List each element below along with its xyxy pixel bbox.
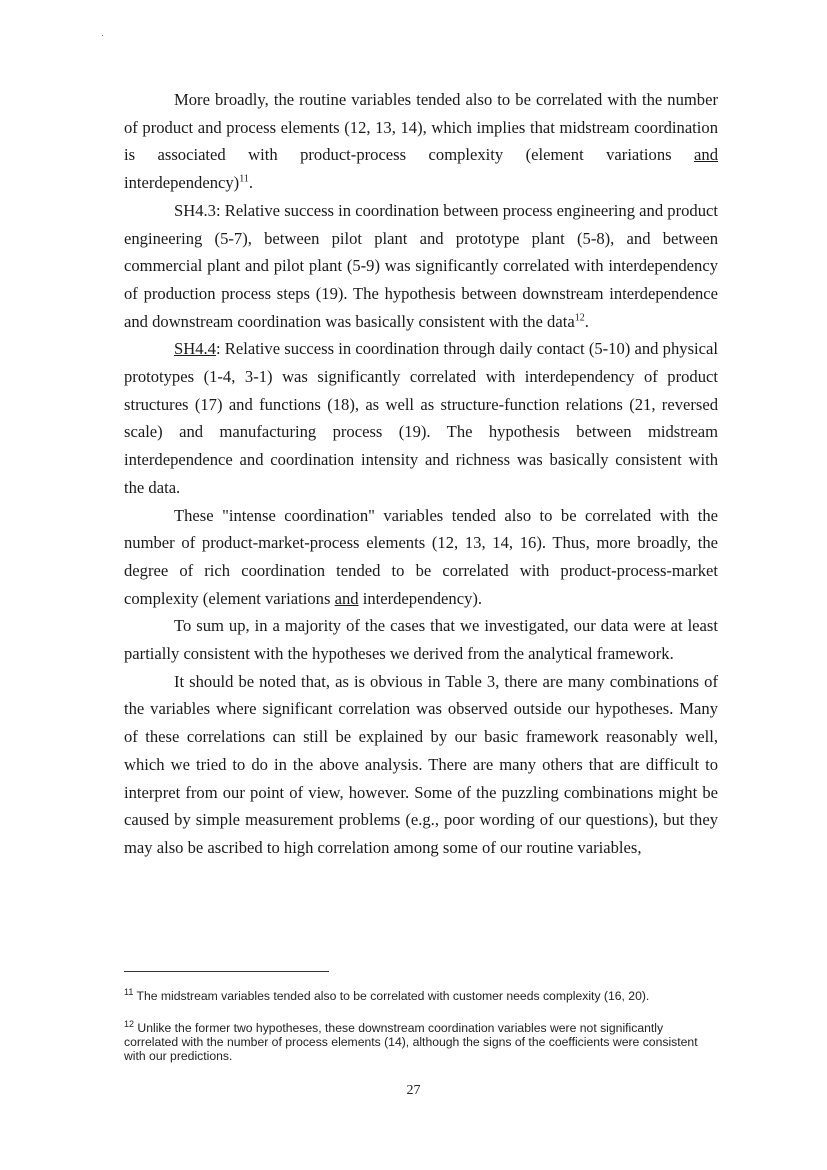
body-text — [124, 86, 718, 862]
paragraph-text: These "intense coordination" variables tended also to be correlated with the number of product-market-process elements (12, 13, 14, 16). Thus, more broadly, the degree of rich coordination tended to be correlated with product-process-market complexity (element variations — [124, 505, 718, 608]
footnote-separator — [124, 971, 329, 972]
paragraph-text: : Relative success in coordination through daily contact (5-10) and physical prototypes (1-4, 3-1) was significantly correlated with interdependency of product structures (17) and functions (18), as well as structure-function relations (21, reversed scale) and manufacturing process (19). The hypothesis between midstream interdependence and coordination intensity and richness was basically consistent with the data. — [124, 339, 718, 497]
paragraph-text: interdependency). — [358, 588, 483, 608]
paragraph-text: To sum up, in a majority of the cases that we investigated, our data were at least partially consistent with the hypotheses we derived from the analytical framework. — [124, 616, 718, 664]
paragraph-1 — [124, 86, 718, 197]
footnote-12 — [124, 1018, 718, 1063]
paragraph-sh4-4 — [124, 335, 718, 501]
footnote-text: Unlike the former two hypotheses, these downstream coordination variables were not significantly correlated with the number of process elements (14), although the signs of the coefficients were consistent with our predictions. — [124, 1021, 698, 1063]
footnote-ref-11: 11 — [239, 173, 249, 185]
paragraph-4 — [124, 502, 718, 613]
paragraph-sh4-3 — [124, 197, 718, 336]
footnote-text: The midstream variables tended also to be correlated with customer needs complexity (16, 20). — [133, 989, 650, 1003]
paragraph-5 — [124, 612, 718, 667]
footnote-mark: 12 — [124, 1018, 135, 1029]
paragraph-text: It should be noted that, as is obvious in Table 3, there are many combinations of the variables where significant correlation was observed outside our hypotheses. Many of these correlations can still be explained by our basic framework reasonably well, which we tried to do in the above analysis. There are many others that are difficult to interpret from our point of view, however. Some of the puzzling combinations might be caused by simple measurement problems (e.g., poor wording of our questions), but they may also be ascribed to high correlation among some of our routine variables, — [124, 671, 718, 857]
paragraph-text: : Relative success in coordination between process engineering and product engineering (5-7), between pilot plant and prototype plant (5-8), and between commercial plant and pilot plant (5-9) was significantly correlated with interdependency of production process steps (19). The hypothesis between downstream interdependence and downstream coordination was basically consistent with the data — [124, 200, 718, 331]
hypothesis-label: SH4.4 — [174, 339, 216, 359]
page-number: 27 — [406, 1083, 421, 1098]
footnote-ref-12: 12 — [574, 312, 585, 324]
paragraph-6 — [124, 668, 718, 862]
scan-speck — [102, 35, 103, 36]
paragraph-text: . — [248, 173, 253, 193]
footnote-mark: 11 — [124, 986, 134, 997]
hypothesis-label: SH4.3 — [174, 200, 216, 220]
paragraph-text: . — [584, 311, 589, 331]
underlined-word: and — [694, 145, 718, 165]
underlined-word: and — [334, 588, 359, 608]
footnote-11 — [124, 986, 718, 1003]
paragraph-text: More broadly, the routine variables tended also to be correlated with the number of product and process elements (12, 13, 14), which implies that midstream coordination is associated with product-process complexity (element variations — [124, 90, 718, 165]
paragraph-text: interdependency) — [124, 173, 240, 193]
